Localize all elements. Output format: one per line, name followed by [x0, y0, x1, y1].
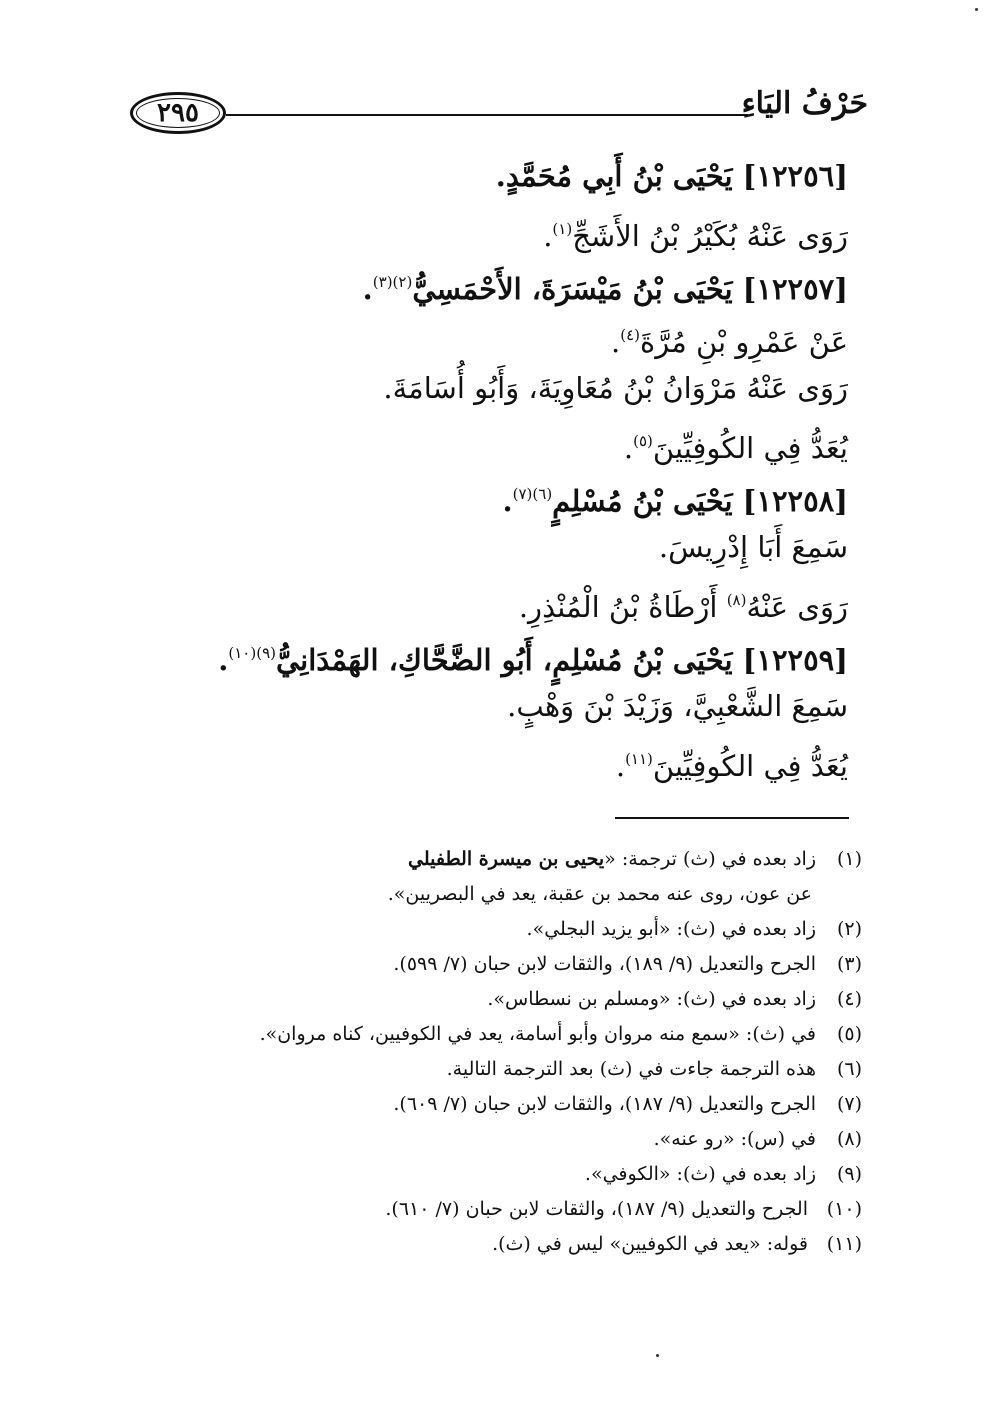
footnote-text: زاد بعده في (ث): «أبو يزيد البجلي».	[526, 918, 816, 940]
line-tail: .	[615, 749, 626, 783]
text-line	[148, 521, 848, 574]
footnote-marker: (٨)	[726, 591, 747, 609]
footnote	[142, 1192, 862, 1227]
entry-heading	[148, 256, 848, 309]
line-tail: .	[611, 325, 621, 359]
footnote-text: قوله: «يعد في الكوفيين» ليس في (ث).	[492, 1233, 808, 1255]
entry-name: يَحْيَى بْنُ أَبِي مُحَمَّدٍ.	[495, 159, 733, 193]
footnote-text: عن عون، روى عنه محمد بن عقبة، يعد في البصريين».	[387, 883, 812, 905]
footnote-text: الجرح والتعديل (٩/ ١٨٩)، والثقات لابن حبان (٧/ ٥٩٩).	[393, 953, 816, 975]
footnote-number: (١١)	[826, 1233, 862, 1255]
entry-heading	[148, 468, 848, 521]
text-line	[148, 203, 848, 256]
footnote-number: (١٠)	[826, 1198, 862, 1220]
footnote-text: زاد بعده في (ث): «ومسلم بن نسطاس».	[487, 988, 816, 1010]
line-text: رَوَى عَنْهُ مَرْوَانُ بْنُ مُعَاوِيَةَ، وَأَبُو أُسَامَةَ.	[383, 371, 848, 405]
footnote	[142, 842, 862, 877]
footnote-continuation	[142, 877, 862, 912]
footnote-number: (٥)	[836, 1023, 862, 1045]
line-tail: .	[362, 272, 373, 306]
scan-speck	[656, 1354, 659, 1357]
footnote-number: (١)	[836, 848, 862, 870]
footnote-number: (٣)	[836, 953, 862, 975]
footnote-number: (٦)	[836, 1058, 862, 1080]
footnote	[142, 912, 862, 947]
footnote-text: في (ث): «سمع منه مروان وأبو أسامة، يعد في الكوفيين، كناه مروان».	[259, 1023, 816, 1045]
footnote-text: الجرح والتعديل (٩/ ١٨٧)، والثقات لابن حبان (٧/ ٦١٠).	[385, 1198, 808, 1220]
page-number: ٢٩٥	[130, 92, 226, 134]
footnote-number: (٩)	[836, 1163, 862, 1185]
entry-name: يَحْيَى بْنُ مُسْلِمٍ، أَبُو الضَّحَّاكِ، الهَمْدَانِيُّ	[276, 643, 733, 677]
footnote-separator	[615, 817, 849, 819]
footnote-text: في (س): «رو عنه».	[653, 1128, 816, 1150]
text-line	[148, 362, 848, 415]
footnote-number: (٢)	[836, 918, 862, 940]
text-line	[148, 733, 848, 786]
footnote	[142, 1017, 862, 1052]
footnote-marker: (٢)(٣)	[372, 273, 413, 291]
footnote-text-part: زاد بعده في (ث) ترجمة: «	[604, 848, 816, 870]
text-line	[148, 680, 848, 733]
footnote	[142, 1087, 862, 1122]
line-text: عَنْ عَمْرِو بْنِ مُرَّةَ	[640, 325, 848, 359]
entry-number: [١٢٢٥٩]	[742, 643, 848, 677]
footnotes	[142, 842, 862, 1262]
line-text: يُعَدُّ فِي الكُوفِيِّينَ	[652, 431, 848, 465]
footnote-marker: (١)	[552, 220, 573, 238]
entry-heading	[148, 150, 848, 203]
line-tail: .	[218, 643, 229, 677]
line-tail: أَرْطَاةُ بْنُ الْمُنْذِرِ.	[518, 590, 727, 624]
footnote-marker: (١١)	[625, 750, 653, 768]
line-text: سَمِعَ أَبَا إِدْرِيسَ.	[658, 530, 848, 564]
footnote-marker: (٩)(١٠)	[228, 644, 276, 662]
footnote	[142, 1227, 862, 1262]
footnote-marker: (٦)(٧)	[512, 485, 553, 503]
footnote	[142, 1052, 862, 1087]
entry-name: يَحْيَى بْنُ مُسْلِمٍ	[552, 484, 733, 518]
text-line	[148, 415, 848, 468]
footnote-number: (٧)	[836, 1093, 862, 1115]
footnote-marker: (٤)	[620, 326, 641, 344]
footnote-text	[142, 842, 816, 877]
line-text: سَمِعَ الشَّعْبِيَّ، وَزَيْدَ بْنَ وَهْبٍ.	[507, 689, 848, 723]
line-tail: .	[502, 484, 513, 518]
main-text	[148, 150, 848, 786]
entry-number: [١٢٢٥٨]	[742, 484, 848, 518]
footnote-bold-name: يحيى بن ميسرة الطفيلي	[408, 848, 605, 870]
footnote-text: هذه الترجمة جاءت في (ث) بعد الترجمة التالية.	[446, 1058, 816, 1080]
running-title: حَرْفُ اليَاءِ	[741, 86, 868, 121]
footnote-number: (٤)	[836, 988, 862, 1010]
entry-number: [١٢٢٥٦]	[742, 159, 848, 193]
footnote	[142, 982, 862, 1017]
footnote-text: الجرح والتعديل (٩/ ١٨٧)، والثقات لابن حبان (٧/ ٦٠٩).	[393, 1093, 816, 1115]
line-text: رَوَى عَنْهُ	[746, 590, 848, 624]
footnote	[142, 1122, 862, 1157]
text-line	[148, 574, 848, 627]
text-line	[148, 309, 848, 362]
line-text: يُعَدُّ فِي الكُوفِيِّينَ	[652, 749, 848, 783]
entry-name: يَحْيَى بْنُ مَيْسَرَةَ، الأَحْمَسِيُّ	[412, 272, 733, 306]
line-text: رَوَى عَنْهُ بُكَيْرُ بْنُ الأَشَجِّ	[572, 219, 848, 253]
entry-number: [١٢٢٥٧]	[742, 272, 848, 306]
line-tail: .	[623, 431, 634, 465]
footnote	[142, 1157, 862, 1192]
scan-speck	[975, 8, 978, 11]
header-rule	[226, 114, 748, 116]
footnote-text: زاد بعده في (ث): «الكوفي».	[584, 1163, 816, 1185]
entry-heading	[148, 627, 848, 680]
line-tail: .	[543, 219, 553, 253]
footnote	[142, 947, 862, 982]
footnote-marker: (٥)	[633, 432, 653, 450]
footnote-number: (٨)	[836, 1128, 862, 1150]
